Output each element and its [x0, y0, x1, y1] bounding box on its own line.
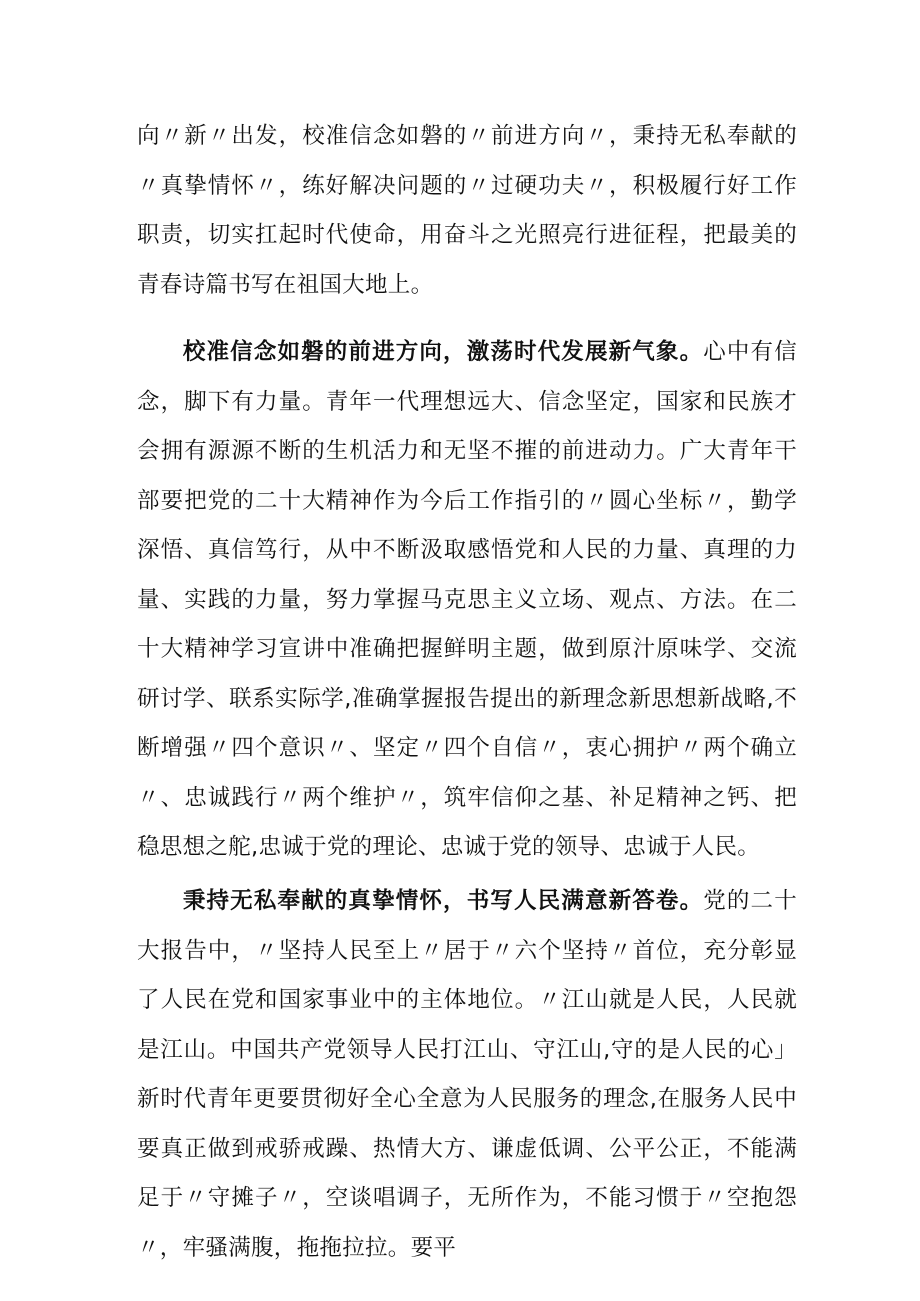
paragraph-1-text: 向〃新〃出发，校准信念如磐的〃前进方向〃，秉持无私奉献的〃真挚情怀〃，练好解决问题的〃过硬功夫〃，积极履行好工作职责，切实扛起时代使命，用奋斗之光照亮行进征程，把最美的青春诗篇书写在祖国大地上。 — [137, 123, 797, 298]
paragraph-1 — [137, 112, 797, 310]
paragraph-3-heading: 秉持无私奉献的真挚情怀，书写人民满意新答卷。 — [182, 888, 704, 914]
paragraph-2-heading: 校准信念如磐的前进方向，激荡时代发展新气象。 — [182, 339, 704, 365]
paragraph-3-text: 党的二十大报告中，〃坚持人民至上〃居于〃六个坚持〃首位，充分彰显了人民在党和国家事业中的主体地位。〃江山就是人民，人民就是江山。中国共产党领导人民打江山、守江山,守的是人民的心」新时代青年更要贯彻好全心全意为人民服务的理念,在服务人民中要真正做到戒骄戒躁、热情大方、谦虚低调、公平公正，不能满足于〃守摊子〃，空谈唱调子，无所作为，不能习惯于〃空抱怨〃，牢骚满腹，拖拖拉拉。要平 — [137, 888, 797, 1261]
paragraph-2-text: 心中有信念，脚下有力量。青年一代理想远大、信念坚定，国家和民族才会拥有源源不断的生机活力和无坚不摧的前进动力。广大青年干部要把党的二十大精神作为今后工作指引的〃圆心坐标〃，勤学深悟、真信笃行，从中不断汲取感悟党和人民的力量、真理的力量、实践的力量，努力掌握马克思主义立场、观点、方法。在二十大精神学习宣讲中准确把握鲜明主题，做到原汁原味学、交流研讨学、联系实际学,准确掌握报告提出的新理念新思想新战略,不断增强〃四个意识〃、坚定〃四个自信〃，衷心拥护〃两个确立〃、忠诚践行〃两个维护〃，筑牢信仰之基、补足精神之钙、把稳思想之舵,忠诚于党的理论、忠诚于党的领导、忠诚于人民。 — [137, 339, 797, 860]
paragraph-3 — [137, 877, 797, 1273]
paragraph-2 — [137, 328, 797, 873]
